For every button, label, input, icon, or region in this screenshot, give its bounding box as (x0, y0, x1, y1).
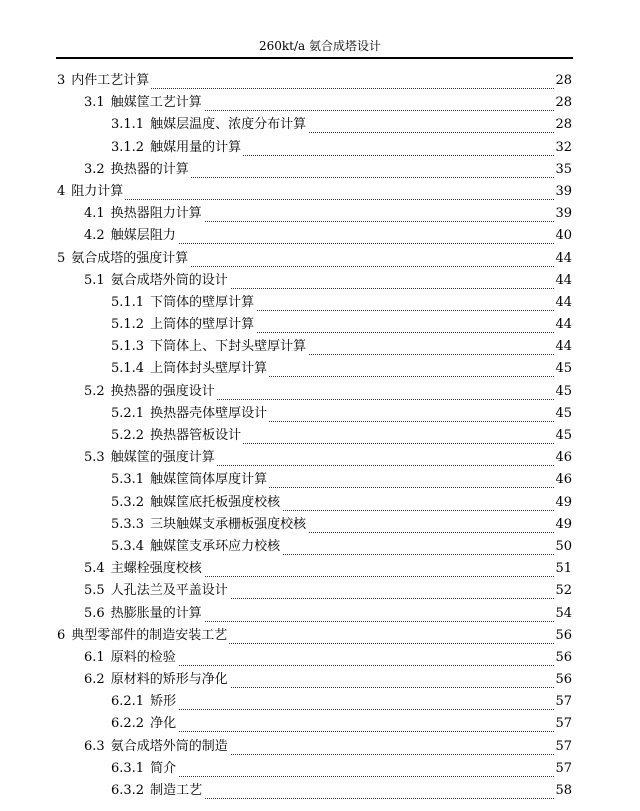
toc-entry-number: 5.3.4 (111, 538, 145, 554)
toc-entry-page: 57 (554, 758, 572, 780)
toc-entry-text (57, 181, 125, 203)
toc-entry-page: 57 (554, 713, 572, 735)
toc-entry-title: 换热器的强度设计 (110, 383, 215, 399)
toc-entry[interactable] (0, 514, 640, 536)
toc-entry[interactable] (0, 336, 640, 358)
toc-entry-title: 触媒筐工艺计算 (110, 95, 202, 111)
toc-entry-number: 6.3.1 (111, 760, 145, 776)
toc-entry[interactable] (0, 358, 640, 380)
toc-entry-page: 50 (554, 536, 572, 558)
toc-entry-title: 人孔法兰及平盖设计 (110, 583, 228, 599)
toc-entry-text (84, 647, 178, 669)
toc-entry-number: 5.1.4 (111, 361, 145, 377)
toc-entry[interactable] (0, 159, 640, 181)
toc-entry-number: 3.1.2 (111, 139, 145, 155)
toc-entry-number: 4.1 (84, 206, 105, 222)
toc-entry-text (57, 625, 229, 647)
toc-entry-title: 换热器管板设计 (150, 428, 242, 443)
toc-entry-number: 5.6 (84, 605, 105, 621)
toc-entry[interactable] (0, 270, 640, 292)
toc-entry-text (84, 92, 204, 114)
toc-entry[interactable] (0, 669, 640, 691)
toc-entry-title: 氨合成塔的强度计算 (71, 250, 189, 266)
toc-entry-text (111, 137, 243, 159)
toc-entry-page: 56 (554, 669, 572, 691)
toc-entry[interactable] (0, 580, 640, 602)
toc-entry-title: 触媒筐筒体厚度计算 (150, 472, 268, 488)
toc-entry[interactable] (0, 181, 640, 203)
toc-entry-text (84, 669, 230, 691)
toc-entry-number: 5.1.2 (111, 317, 145, 333)
toc-entry-page: 45 (554, 358, 572, 380)
toc-entry-title: 触媒层温度、浓度分布计算 (150, 117, 307, 133)
toc-entry[interactable] (0, 70, 640, 92)
toc-entry-text (84, 203, 204, 225)
toc-entry-title: 下筒体上、下封头壁厚计算 (150, 339, 307, 355)
toc-entry-title: 三块触媒支承栅板强度校核 (150, 516, 307, 532)
toc-entry-title: 上筒体封头壁厚计算 (150, 361, 268, 377)
dot-leader (111, 713, 560, 732)
toc-entry-page: 28 (554, 114, 572, 136)
toc-entry-title: 换热器的计算 (110, 161, 189, 177)
toc-entry[interactable] (0, 758, 640, 780)
toc-entry-page: 45 (554, 425, 572, 447)
toc-entry-number: 6.3 (84, 738, 105, 754)
toc-entry-title: 氨合成塔外筒的设计 (110, 272, 228, 288)
toc-entry[interactable] (0, 248, 640, 270)
toc-entry-page: 57 (554, 691, 572, 713)
toc-entry-number: 5.4 (84, 561, 105, 577)
toc-entry-page: 56 (554, 647, 572, 669)
toc-entry-page: 54 (554, 603, 572, 625)
toc-entry-text (84, 270, 230, 292)
toc-entry-title: 矫形 (150, 694, 177, 710)
toc-entry-number: 4 (57, 183, 66, 199)
toc-entry[interactable] (0, 203, 640, 225)
toc-entry-page: 44 (554, 248, 572, 270)
toc-entry[interactable] (0, 647, 640, 669)
toc-entry-number: 5.2.2 (111, 428, 145, 443)
toc-entry-number: 5.2.1 (111, 405, 145, 421)
toc-entry-text (111, 514, 308, 536)
toc-entry-title: 主螺栓强度校核 (110, 561, 202, 577)
toc-entry-title: 触媒层阻力 (110, 228, 176, 244)
toc-entry-number: 6.3.2 (111, 783, 145, 798)
toc-entry-number: 5.1.3 (111, 339, 145, 355)
toc-entry-title: 触媒用量的计算 (150, 139, 242, 155)
toc-entry-text (84, 225, 178, 247)
header-rule (56, 57, 573, 59)
toc-entry-text (84, 558, 204, 580)
toc-entry-page: 35 (554, 159, 572, 181)
toc-entry-page: 28 (554, 92, 572, 114)
toc-entry[interactable] (0, 114, 640, 136)
toc-entry-text (111, 292, 256, 314)
toc-entry-number: 5.2 (84, 383, 105, 399)
toc-entry[interactable] (0, 492, 640, 514)
toc-entry-number: 3.2 (84, 161, 105, 177)
toc-entry-number: 5.3.2 (111, 494, 145, 510)
toc-entry-text (84, 580, 230, 602)
toc-entry[interactable] (0, 469, 640, 491)
toc-entry[interactable] (0, 314, 640, 336)
toc-entry[interactable] (0, 137, 640, 159)
toc-entry-text (111, 492, 282, 514)
toc-entry-number: 4.2 (84, 228, 105, 244)
dot-leader (111, 758, 560, 777)
toc-entry-number: 6 (57, 627, 66, 643)
toc-entry[interactable] (0, 691, 640, 713)
toc-entry-page: 51 (554, 558, 572, 580)
toc-entry-title: 热膨胀量的计算 (110, 605, 202, 621)
toc-entry-text (111, 314, 256, 336)
toc-entry-number: 5.5 (84, 583, 105, 599)
dot-leader (111, 691, 560, 710)
toc-entry-page: 44 (554, 314, 572, 336)
toc-entry-page: 58 (554, 780, 572, 802)
toc-entry-title: 换热器阻力计算 (110, 206, 202, 222)
toc-entry-number: 3 (57, 73, 66, 88)
toc-entry-page: 52 (554, 580, 572, 602)
toc-entry-number: 6.1 (84, 649, 105, 665)
toc-entry-text (111, 114, 308, 136)
toc-entry-number: 6.2.2 (111, 716, 145, 732)
toc-entry-title: 触媒筐支承环应力校核 (150, 538, 281, 554)
toc-entry[interactable] (0, 447, 640, 469)
toc-entry-text (111, 425, 243, 447)
running-header-title: 260kt/a 氨合成塔设计 (258, 39, 381, 53)
toc-entry-page: 56 (554, 625, 572, 647)
toc-entry-page: 44 (554, 336, 572, 358)
toc-entry-text (57, 70, 151, 92)
toc-entry-text (111, 758, 178, 780)
dot-leader (57, 181, 560, 200)
toc-entry[interactable] (0, 403, 640, 425)
toc-entry-text (111, 780, 204, 802)
toc-entry-text (111, 469, 269, 491)
toc-entry-page: 44 (554, 292, 572, 314)
toc-entry-text (57, 248, 190, 270)
toc-entry-title: 换热器壳体壁厚设计 (150, 405, 268, 421)
toc-entry-text (84, 447, 217, 469)
toc-entry-text (84, 381, 217, 403)
toc-entry-text (111, 536, 282, 558)
toc-entry[interactable] (0, 92, 640, 114)
toc-entry-page: 57 (554, 736, 572, 758)
toc-entry-page: 46 (554, 447, 572, 469)
toc-entry-page: 45 (554, 381, 572, 403)
toc-entry-text (111, 691, 178, 713)
toc-entry-page: 49 (554, 492, 572, 514)
toc-entry[interactable] (0, 713, 640, 735)
toc-entry-text (84, 603, 204, 625)
toc-entry-page: 46 (554, 469, 572, 491)
toc-entry-title: 下筒体的壁厚计算 (150, 294, 255, 310)
toc-entry-title: 上筒体的壁厚计算 (150, 317, 255, 333)
toc-entry-number: 6.2 (84, 672, 105, 688)
toc-entry[interactable] (0, 736, 640, 758)
table-of-contents (0, 70, 640, 802)
toc-entry-text (84, 736, 230, 758)
toc-entry-title: 典型零部件的制造安装工艺 (71, 627, 228, 643)
toc-entry-text (84, 159, 191, 181)
toc-entry-title: 原材料的矫形与净化 (110, 672, 228, 688)
toc-entry[interactable] (0, 780, 640, 802)
toc-entry-page: 40 (554, 225, 572, 247)
toc-entry-title: 原料的检验 (110, 649, 176, 665)
toc-entry-number: 5.1 (84, 272, 105, 288)
toc-entry[interactable] (0, 536, 640, 558)
toc-entry-title: 简介 (150, 760, 177, 776)
toc-entry-number: 5.3.1 (111, 472, 145, 488)
toc-entry-number: 5.1.1 (111, 294, 145, 310)
toc-entry-page: 45 (554, 403, 572, 425)
toc-entry-title: 触媒筐底托板强度校核 (150, 494, 281, 510)
toc-entry-number: 5.3.3 (111, 516, 145, 532)
toc-entry-title: 制造工艺 (150, 783, 203, 798)
toc-entry[interactable] (0, 425, 640, 447)
toc-entry-title: 氨合成塔外筒的制造 (110, 738, 228, 754)
toc-entry-number: 5 (57, 250, 66, 266)
toc-entry[interactable] (0, 225, 640, 247)
toc-entry-page: 44 (554, 270, 572, 292)
toc-entry-text (111, 336, 308, 358)
toc-entry-text (111, 713, 178, 735)
toc-entry-number: 6.2.1 (111, 694, 145, 710)
toc-entry[interactable] (0, 292, 640, 314)
toc-entry[interactable] (0, 558, 640, 580)
toc-entry[interactable] (0, 603, 640, 625)
toc-entry-page: 39 (554, 181, 572, 203)
toc-entry[interactable] (0, 381, 640, 403)
toc-entry-number: 5.3 (84, 450, 105, 466)
toc-entry-text (111, 403, 269, 425)
toc-entry-title: 内件工艺计算 (71, 73, 150, 88)
toc-entry-title: 触媒筐的强度计算 (110, 450, 215, 466)
toc-entry-number: 3.1.1 (111, 117, 145, 133)
toc-entry-page: 28 (554, 70, 572, 92)
toc-entry-title: 净化 (150, 716, 177, 732)
toc-entry-page: 49 (554, 514, 572, 536)
toc-entry-title: 阻力计算 (71, 183, 124, 199)
toc-entry-text (111, 358, 269, 380)
toc-entry-page: 39 (554, 203, 572, 225)
toc-entry-number: 3.1 (84, 95, 105, 111)
toc-entry-page: 32 (554, 137, 572, 159)
toc-entry[interactable] (0, 625, 640, 647)
